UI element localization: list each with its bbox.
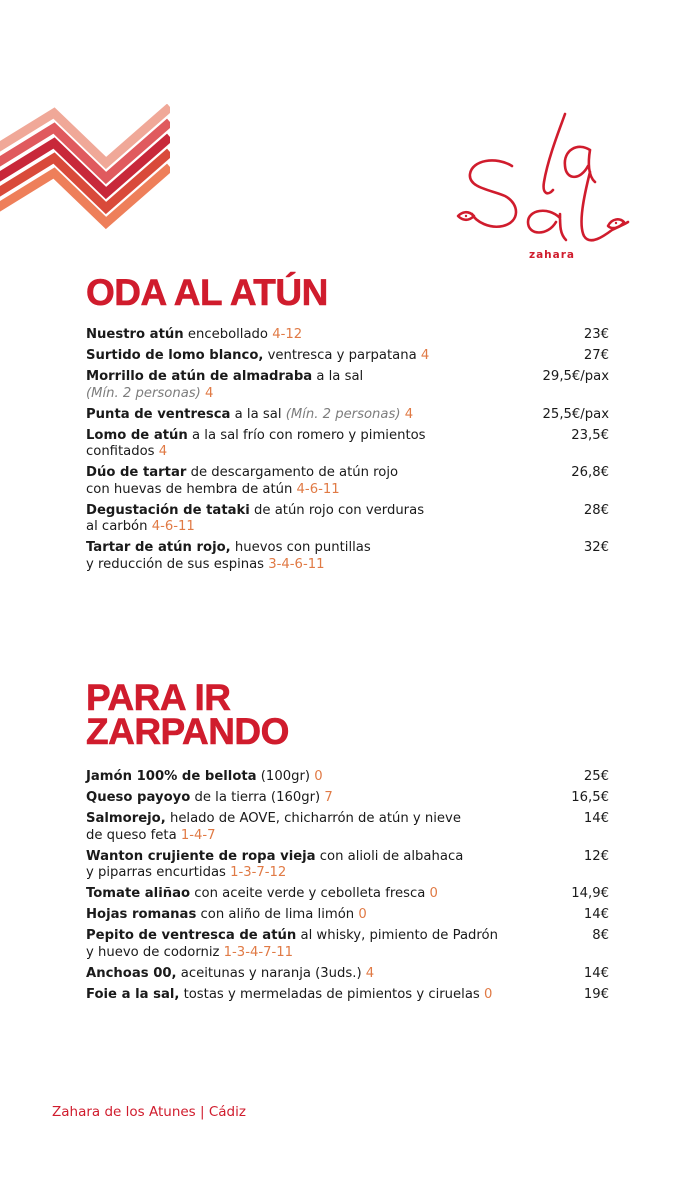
menu-item: [86, 327, 609, 344]
menu-item-description: [86, 966, 576, 983]
description-line: [86, 386, 535, 403]
menu-item: [86, 849, 609, 882]
item-description: y huevo de codorniz: [86, 944, 224, 960]
item-description: (100gr): [256, 769, 315, 784]
description-line: [86, 557, 576, 574]
item-price: 25,5€/pax: [542, 406, 609, 422]
menu-item-description: [86, 987, 576, 1004]
item-name: Tartar de atún rojo,: [86, 540, 231, 555]
menu-item: [86, 465, 609, 498]
menu-item-description: [86, 540, 576, 573]
description-line: [86, 811, 576, 828]
menu-item: [86, 907, 609, 924]
description-line: [86, 465, 563, 482]
item-allergens: 4: [365, 965, 375, 981]
item-description: huevos con puntillas: [230, 540, 371, 555]
item-allergens: 0: [314, 769, 323, 784]
item-name: Jamón 100% de bellota: [86, 769, 257, 784]
item-allergens: 7: [324, 790, 333, 805]
menu-item-description: [86, 327, 576, 344]
item-name: Morrillo de atún de almadraba: [86, 369, 313, 384]
description-line: [86, 327, 576, 344]
description-line: [86, 369, 535, 386]
description-line: [86, 790, 563, 807]
section-title-para-ir-zarpando: [86, 677, 289, 752]
item-description: a la sal: [312, 369, 364, 384]
item-allergens: 4: [200, 385, 214, 401]
description-line: [86, 966, 576, 983]
item-price: 16,5€: [571, 790, 609, 805]
menu-item: [86, 407, 609, 424]
menu-item: [86, 790, 609, 807]
section-title-oda-al-atun: [86, 272, 328, 313]
item-name: Pepito de ventresca de atún: [86, 928, 297, 943]
item-price: 25€: [583, 769, 609, 784]
item-name: Hojas romanas: [86, 907, 197, 922]
menu-item-description: [86, 503, 576, 536]
item-allergens: 0: [429, 886, 438, 901]
item-allergens: 3-4-6-11: [268, 556, 325, 572]
menu-list-oda-al-atun: [86, 327, 609, 578]
menu-item-description: [86, 928, 584, 961]
item-description: de descargamento de atún rojo: [186, 465, 399, 480]
description-line: [86, 828, 576, 845]
menu-item: [86, 966, 609, 983]
menu-item-description: [86, 811, 576, 844]
item-allergens: 4-6-11: [151, 519, 195, 534]
description-line: [86, 407, 535, 424]
chevron-stripes-decoration: [0, 104, 170, 249]
item-price: 29,5€/pax: [542, 369, 609, 384]
description-line: [86, 503, 576, 520]
item-price: 27€: [583, 348, 609, 363]
item-description: tostas y mermeladas de pimientos y ciruelas: [179, 986, 484, 1002]
description-line: [86, 519, 576, 536]
menu-item: [86, 540, 609, 573]
la-sal-logo: [452, 104, 642, 264]
description-line: [86, 428, 563, 445]
item-price: 12€: [583, 848, 609, 864]
description-line: [86, 886, 563, 903]
menu-item-description: [86, 790, 563, 807]
item-description: de la tierra (160gr): [190, 790, 325, 805]
description-line: [86, 482, 563, 499]
menu-item: [86, 369, 609, 402]
item-price: 32€: [583, 540, 609, 555]
menu-item: [86, 769, 609, 786]
item-description: de queso feta: [86, 827, 181, 843]
item-description: con aceite verde y cebolleta fresca: [190, 886, 430, 901]
menu-item: [86, 348, 609, 365]
logo-subtitle: zahara: [528, 249, 576, 261]
description-line: [86, 348, 576, 365]
description-line: [86, 769, 576, 786]
item-allergens: 1-4-7: [180, 827, 216, 843]
menu-item-description: [86, 907, 576, 924]
item-allergens: 4-6-11: [296, 481, 340, 497]
menu-item-description: [86, 886, 563, 903]
description-line: [86, 540, 576, 557]
item-description: al whisky, pimiento de Padrón: [296, 928, 498, 943]
item-description: a la sal frío con romero y pimientos: [187, 427, 426, 443]
item-description: al carbón: [86, 519, 152, 534]
item-description: con huevas de hembra de atún: [86, 481, 297, 497]
item-name: Queso payoyo: [86, 790, 191, 805]
section-title-line: ODA AL ATÚN: [86, 272, 328, 313]
item-name: Foie a la sal,: [86, 986, 180, 1002]
item-name: Salmorejo,: [86, 811, 166, 826]
description-line: [86, 945, 584, 962]
menu-item: [86, 503, 609, 536]
menu-item: [86, 886, 609, 903]
item-price: 26,8€: [571, 465, 609, 480]
item-description: y reducción de sus espinas: [86, 556, 269, 572]
item-name: Wanton crujiente de ropa vieja: [86, 848, 316, 864]
item-description: de atún rojo con verduras: [249, 502, 425, 518]
item-price: 14€: [583, 965, 609, 981]
item-description: a la sal: [230, 406, 286, 422]
item-name: Anchoas 00,: [86, 965, 177, 981]
item-price: 23€: [583, 327, 609, 342]
menu-item: [86, 811, 609, 844]
description-line: [86, 928, 584, 945]
section-title-line: PARA IR: [86, 677, 231, 718]
section-title-line: ZARPANDO: [86, 711, 289, 752]
item-name: Dúo de tartar: [86, 465, 187, 480]
description-line: [86, 907, 576, 924]
item-allergens: 4: [420, 348, 430, 363]
item-price: 19€: [583, 986, 609, 1002]
item-description: y piparras encurtidas: [86, 865, 231, 880]
description-line: [86, 444, 563, 461]
menu-item-description: [86, 465, 563, 498]
item-description: helado de AOVE, chicharrón de atún y nieve: [165, 811, 461, 826]
footer-location: Zahara de los Atunes | Cádiz: [52, 1104, 246, 1120]
description-line: [86, 865, 576, 882]
item-name: Surtido de lomo blanco,: [86, 348, 264, 363]
description-line: [86, 849, 576, 866]
item-description: confitados: [86, 444, 159, 459]
menu-item-description: [86, 348, 576, 365]
item-price: 14,9€: [571, 886, 609, 901]
menu-item: [86, 428, 609, 461]
menu-item: [86, 928, 609, 961]
item-name: Nuestro atún: [86, 327, 184, 342]
item-price: 8€: [592, 928, 609, 943]
item-name: Degustación de tataki: [86, 502, 250, 518]
menu-item-description: [86, 407, 535, 424]
item-allergens: 1-3-4-7-11: [223, 944, 294, 960]
item-name: Lomo de atún: [86, 427, 188, 443]
item-allergens: 4-12: [272, 327, 303, 342]
item-price: 28€: [583, 502, 609, 518]
menu-item-description: [86, 428, 563, 461]
item-name: Punta de ventresca: [86, 406, 231, 422]
item-allergens: 4: [400, 406, 414, 422]
item-note: (Mín. 2 personas): [86, 385, 201, 401]
item-note: (Mín. 2 personas): [285, 406, 401, 422]
menu-item-description: [86, 849, 576, 882]
item-description: con alioli de albahaca: [315, 848, 464, 864]
menu-item: [86, 987, 609, 1004]
item-price: 14€: [583, 811, 609, 826]
item-allergens: 0: [358, 907, 367, 922]
menu-item-description: [86, 369, 535, 402]
item-allergens: 1-3-7-12: [230, 865, 287, 880]
description-line: [86, 987, 576, 1004]
menu-list-para-ir-zarpando: [86, 769, 609, 1008]
item-allergens: 0: [483, 986, 493, 1002]
item-name: Tomate aliñao: [86, 886, 191, 901]
item-price: 23,5€: [571, 427, 609, 443]
menu-item-description: [86, 769, 576, 786]
item-allergens: 4: [158, 444, 168, 459]
item-price: 14€: [583, 907, 609, 922]
item-description: encebollado: [183, 327, 273, 342]
item-description: aceitunas y naranja (3uds.): [176, 965, 366, 981]
item-description: con aliño de lima limón: [196, 907, 359, 922]
item-description: ventresca y parpatana: [263, 348, 421, 363]
